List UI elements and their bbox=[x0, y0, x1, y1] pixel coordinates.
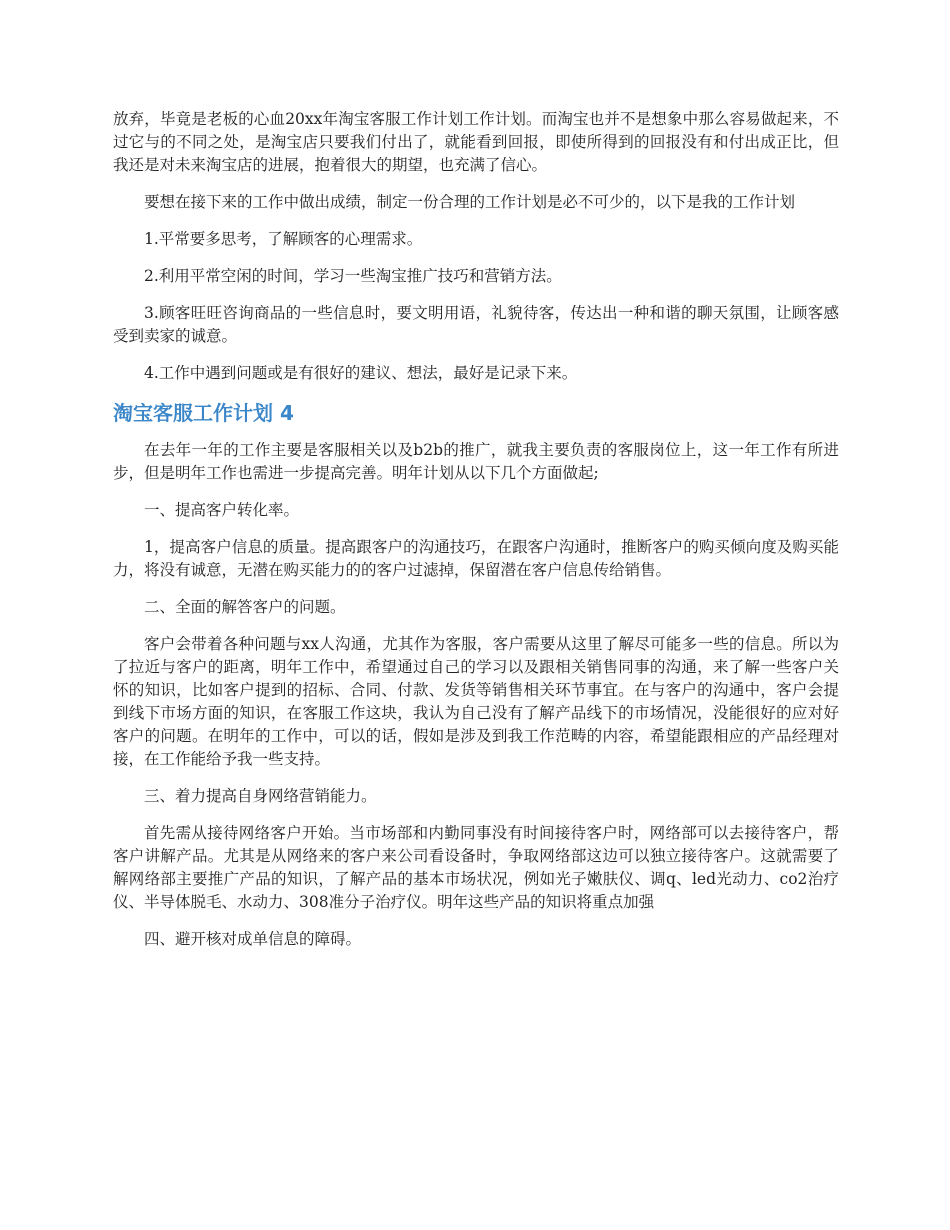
section-heading: 淘宝客服工作计划 4 bbox=[113, 401, 294, 425]
subheading-paragraph: 三、着力提高自身网络营销能力。 bbox=[144, 787, 377, 805]
plan-item: 1.平常要多思考，了解顾客的心理需求。 bbox=[144, 230, 423, 248]
plan-item: 3.顾客旺旺咨询商品的一些信息时，要文明用语，礼貌待客，传达出一种和谐的聊天氛围，让顾客感受到卖家的诚意。 bbox=[113, 304, 839, 345]
subheading-paragraph: 一、提高客户转化率。 bbox=[144, 501, 300, 519]
document-page bbox=[113, 108, 839, 965]
plan-item: 4.工作中遇到问题或是有很好的建议、想法，最好是记录下来。 bbox=[144, 364, 578, 382]
section-paragraph: 在去年一年的工作主要是客服相关以及b2b的推广，就我主要负责的客服岗位上，这一年工作有所进步，但是明年工作也需进一步提高完善。明年计划从以下几个方面做起; bbox=[113, 441, 839, 482]
subheading-paragraph: 二、全面的解答客户的问题。 bbox=[144, 598, 346, 616]
intro-paragraph: 放弃，毕竟是老板的心血20xx年淘宝客服工作计划工作计划。而淘宝也并不是想象中那么容易做起来，不过它与的不同之处，是淘宝店只要我们付出了，就能看到回报，即使所得到的回报没有和付出成正比，但我还是对未来淘宝店的进展，抱着很大的期望，也充满了信心。 bbox=[113, 110, 839, 174]
plan-item: 2.利用平常空闲的时间，学习一些淘宝推广技巧和营销方法。 bbox=[144, 267, 562, 285]
subheading-paragraph: 四、避开核对成单信息的障碍。 bbox=[144, 930, 362, 948]
section-paragraph: 1，提高客户信息的质量。提高跟客户的沟通技巧，在跟客户沟通时，推断客户的购买倾向度及购买能力，将没有诚意，无潜在购买能力的的客户过滤掉，保留潜在客户信息传给销售。 bbox=[113, 538, 839, 579]
section-paragraph: 客户会带着各种问题与xx人沟通，尤其作为客服，客户需要从这里了解尽可能多一些的信息。所以为了拉近与客户的距离，明年工作中，希望通过自己的学习以及跟相关销售同事的沟通，来了解一些客户关怀的知识，比如客户提到的招标、合同、付款、发货等销售相关环节事宜。在与客户的沟通中，客户会提到线下市场方面的知识，在客服工作这块，我认为自己没有了解产品线下的市场情况，没能很好的应对好客户的问题。在明年的工作中，可以的话，假如是涉及到我工作范畴的内容，希望能跟相应的产品经理对接，在工作能给予我一些支持。 bbox=[113, 635, 839, 768]
section-paragraph: 首先需从接待网络客户开始。当市场部和内勤同事没有时间接待客户时，网络部可以去接待客户，帮客户讲解产品。尤其是从网络来的客户来公司看设备时，争取网络部这边可以独立接待客户。这就需要了解网络部主要推广产品的知识，了解产品的基本市场状况，例如光子嫩肤仪、调q、led光动力、co2治疗仪、半导体脱毛、水动力、308准分子治疗仪。明年这些产品的知识将重点加强 bbox=[113, 824, 839, 911]
plan-lead-paragraph: 要想在接下来的工作中做出成绩，制定一份合理的工作计划是必不可少的，以下是我的工作计划 bbox=[144, 193, 796, 211]
